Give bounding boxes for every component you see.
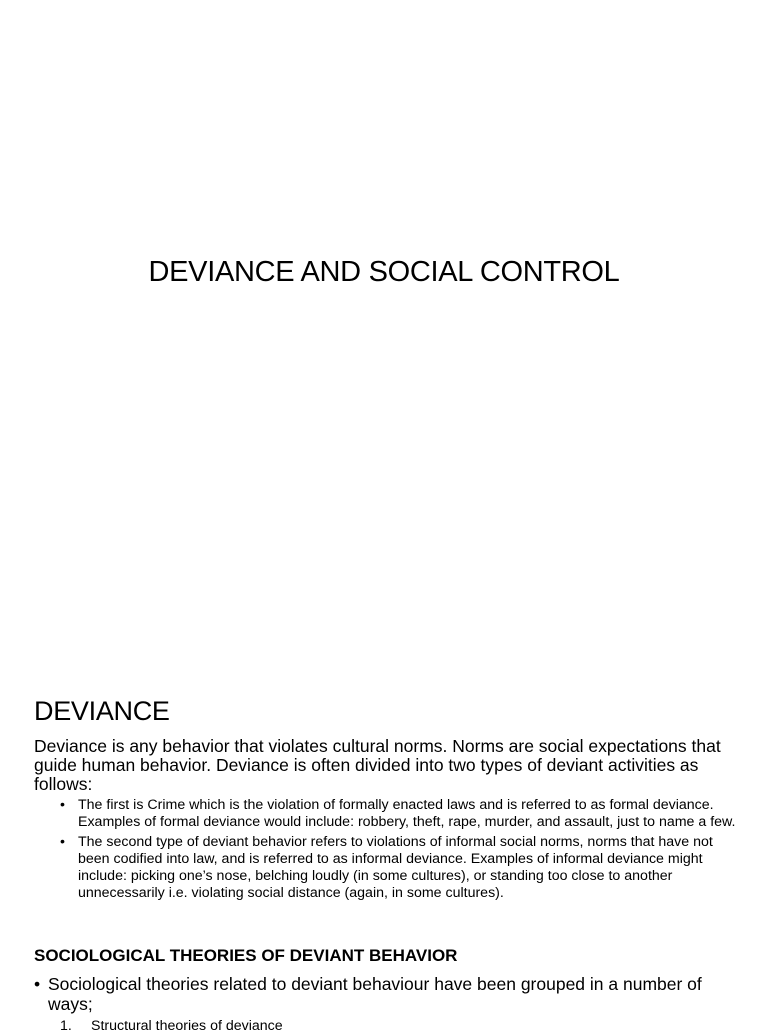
slide-2	[0, 682, 768, 1034]
deviance-types-list	[60, 797, 740, 905]
item-number: 1.	[60, 1018, 72, 1034]
theories-bullet	[34, 974, 734, 1014]
list-item-text: The first is Crime which is the violation of formally enacted laws and is referred to as formal deviance. Examples of formal deviance would include: robbery, theft, rape, murder, and assault, just to name a few.	[78, 797, 736, 831]
theories-heading: SOCIOLOGICAL THEORIES OF DEVIANT BEHAVIOR	[34, 946, 458, 965]
theories-bullet-text: Sociological theories related to deviant behaviour have been grouped in a number of ways;	[48, 974, 702, 1014]
list-item	[60, 797, 740, 832]
list-item	[60, 834, 740, 903]
bullet-icon: •	[34, 974, 41, 994]
section-title: DEVIANCE	[34, 696, 170, 726]
numbered-item	[60, 1018, 740, 1035]
slide-title: DEVIANCE AND SOCIAL CONTROL	[148, 256, 620, 288]
bullet-icon: •	[60, 833, 65, 850]
intro-paragraph: Deviance is any behavior that violates cultural norms. Norms are social expectations that guide human behavior. Deviance is often divided into two types of deviant activities as follows:	[34, 736, 721, 794]
list-item-text: The second type of deviant behavior refers to violations of informal social norms, norms that have not been codified into law, and is referred to as informal deviance. Examples of informal deviance might include: picking one’s nose, belching loudly (in some cultures), or standing too close to another unnecessarily i.e. violating social distance (again, in some cultures).	[78, 833, 713, 902]
bullet-icon: •	[60, 797, 65, 813]
numbered-item-text: Structural theories of deviance	[91, 1018, 283, 1034]
